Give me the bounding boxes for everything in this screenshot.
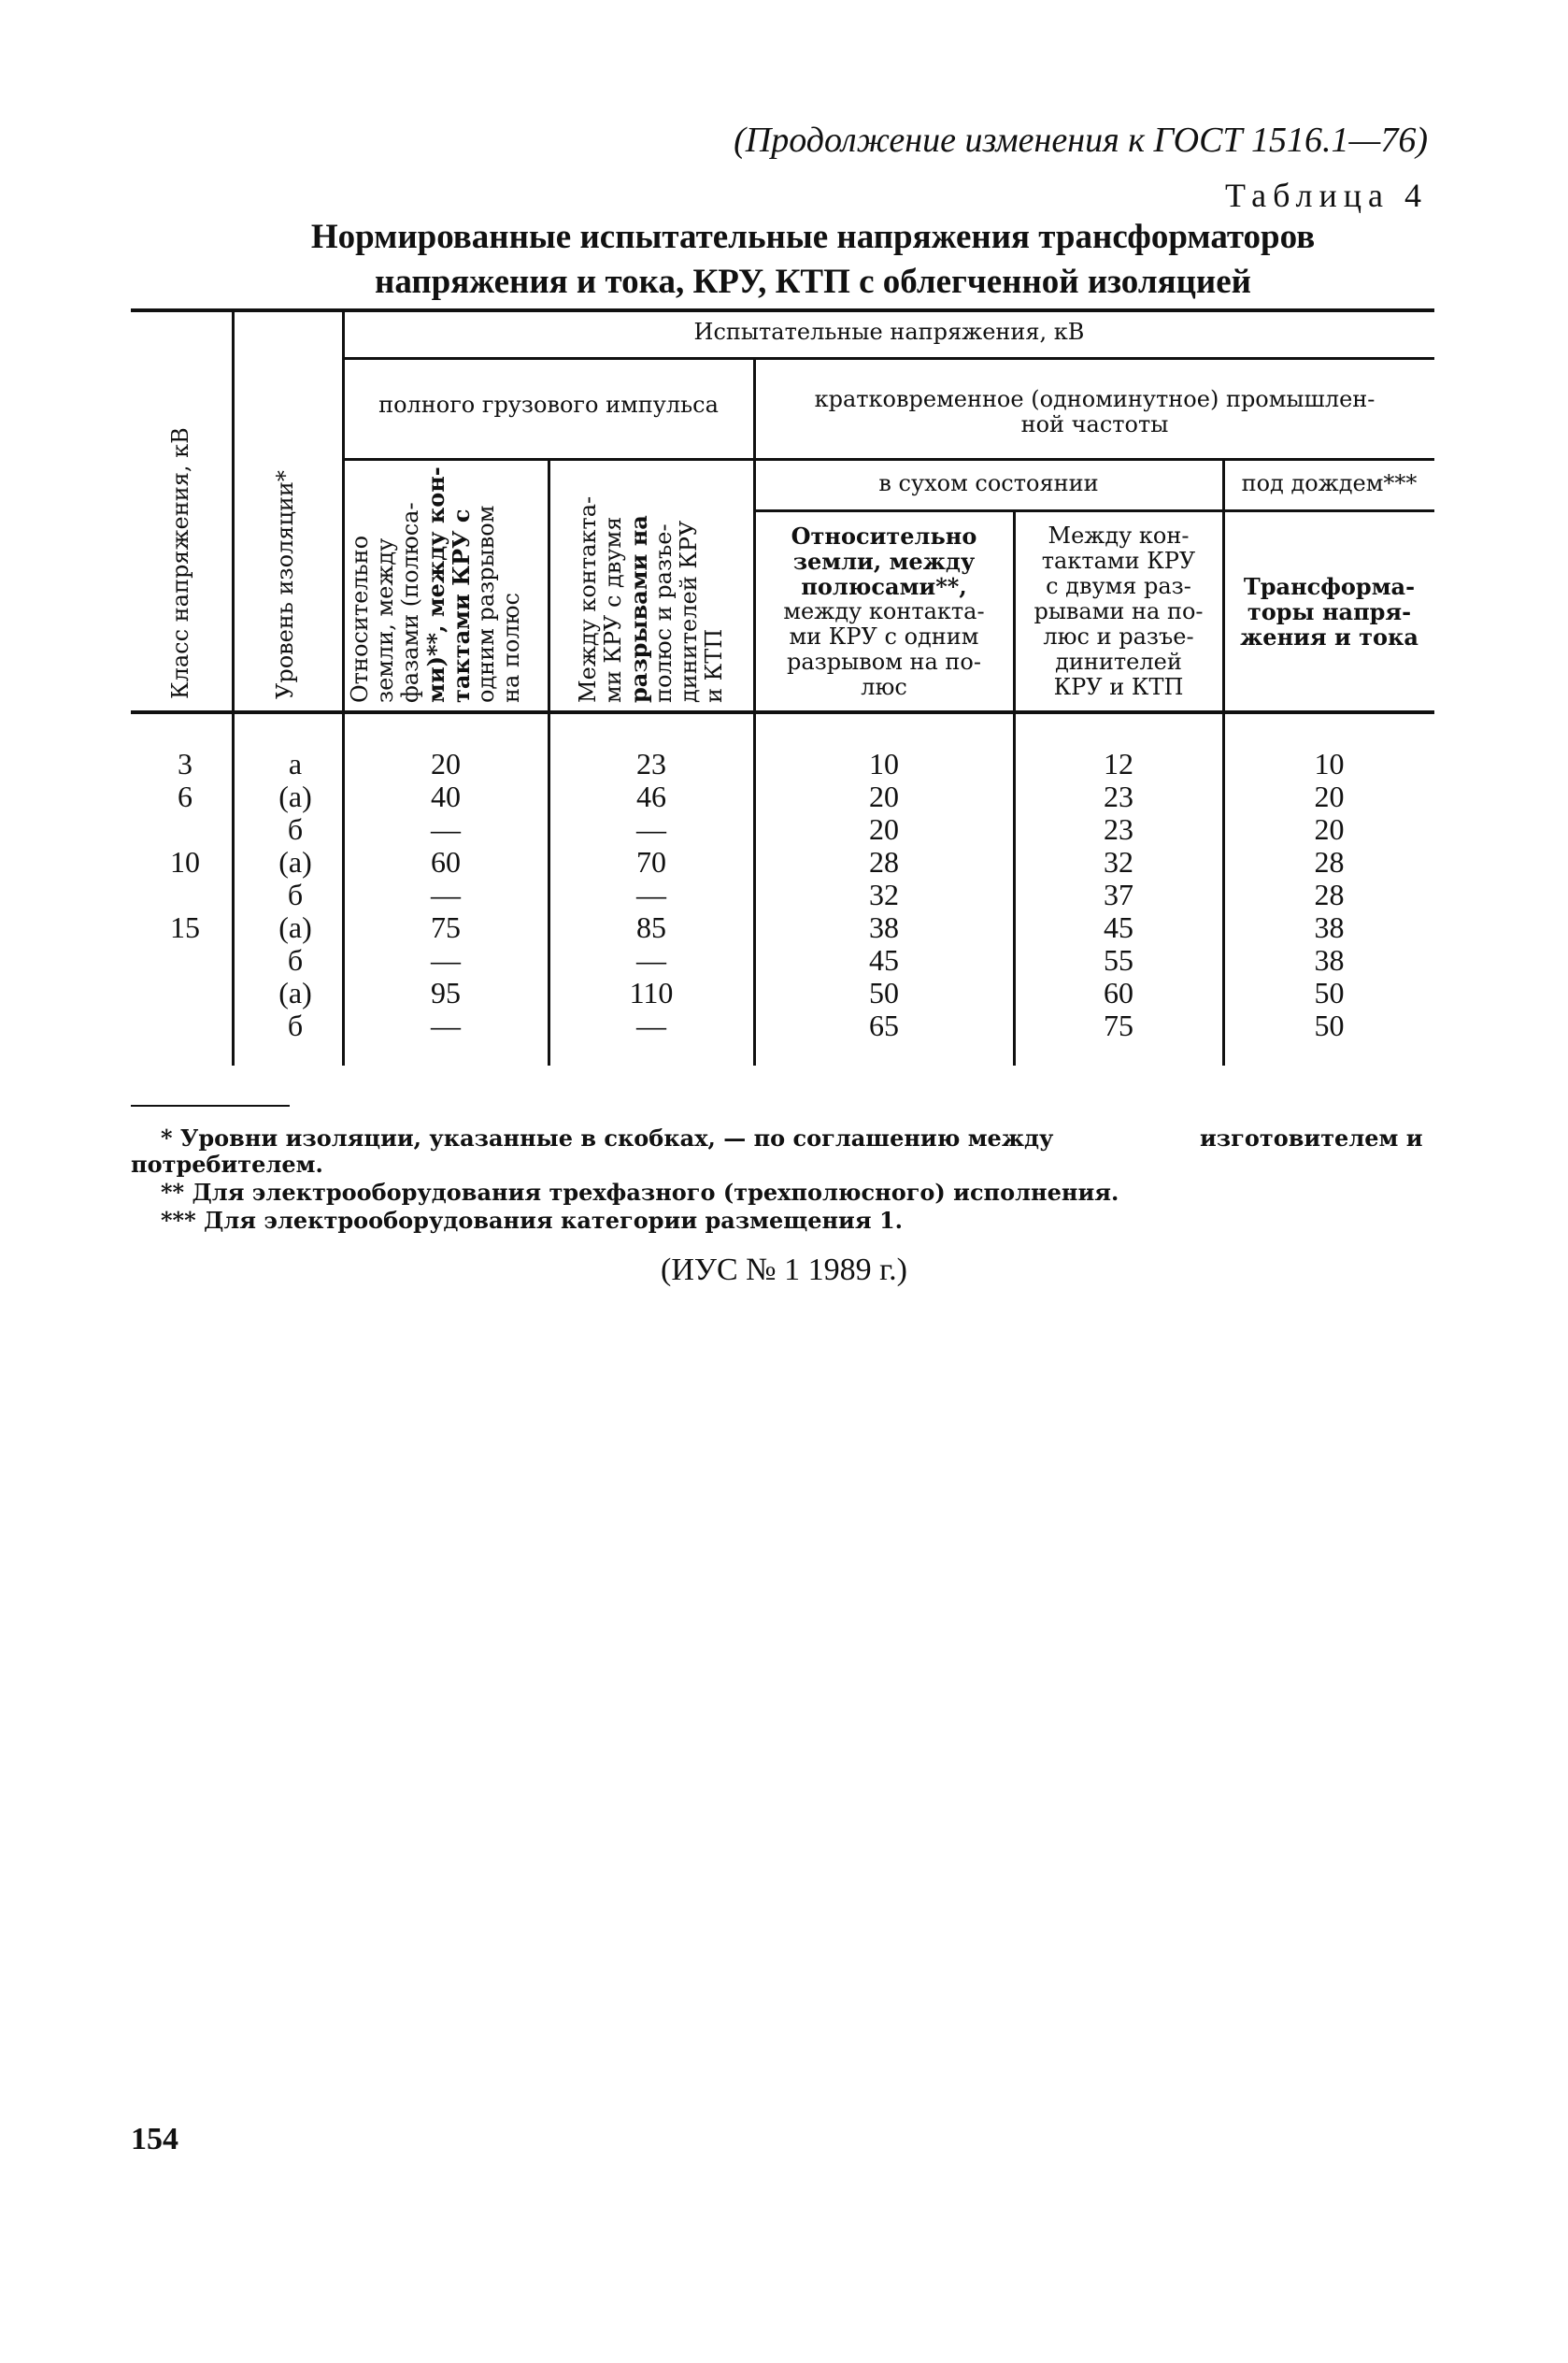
ius-reference: (ИУС № 1 1989 г.) (661, 1253, 907, 1287)
column-dry-breaks: 12 23 23 32 37 45 55 60 75 (1104, 747, 1133, 1042)
rule-under-dry (755, 509, 1434, 512)
header-voltage-class: Класс напряжения, кВ (167, 427, 193, 699)
header-impulse-group: полного грузового импульса (378, 392, 719, 418)
header-rain-transformers: Трансформа- торы напря- жения и тока (1240, 573, 1418, 651)
header-bottom-rule (131, 710, 1434, 714)
column-dry-ground: 10 20 20 28 32 38 45 50 65 (869, 747, 899, 1042)
header-impulse-ground: Относительно земли, между фазами (полюса- ми)**, между кон- тактами КРУ с одним разрывом на полюс (347, 466, 524, 703)
page-number: 154 (131, 2122, 178, 2156)
column-impulse-ground: 20 40 — 60 — 75 — 95 — (431, 747, 461, 1042)
header-dry-state: в сухом состоянии (878, 470, 1099, 496)
column-insulation-level: а (а) б (а) б (а) б (а) б (278, 747, 312, 1042)
footnote-3: *** Для электрооборудования категории размещения 1. (161, 1207, 903, 1234)
header-dry-ground: Относительно земли, между полюсами**, между контакта- ми КРУ с одним разрывом на по- люс (783, 523, 985, 700)
header-dry-breaks: Между кон- тактами КРУ с двумя раз- рывами на по- люс и разъе- динителей КРУ и КТП (1033, 523, 1204, 700)
table-label: Таблица 4 (1225, 177, 1428, 214)
column-impulse-breaks: 23 46 — 70 — 85 — 110 — (629, 747, 674, 1042)
header-test-voltages: Испытательные напряжения, кВ (693, 319, 1085, 345)
footnote-1-end: изготовителем и (1200, 1124, 1423, 1152)
footnote-1: * Уровни изоляции, указанные в скобках, — по соглашению между (161, 1124, 1054, 1152)
rule-under-test (344, 357, 1434, 360)
table-title-line1: Нормированные испытательные напряжения трансформаторов (310, 218, 1316, 256)
vrule-level (342, 312, 345, 710)
vrule-class (232, 312, 235, 710)
header-power-group: кратковременное (одноминутное) промышлен- ной частоты (814, 386, 1376, 437)
footnote-2: ** Для электрооборудования трехфазного (трехполюсного) исполнения. (161, 1179, 1119, 1206)
column-voltage-class: 3 6 10 15 (170, 747, 200, 944)
header-insulation-level: Уровень изоляции* (272, 470, 298, 699)
column-rain: 10 20 20 28 28 38 38 50 50 (1314, 747, 1345, 1042)
header-impulse-breaks: Между контакта- ми КРУ с двумя разрывами на полюс и разъе- динителей КРУ и КТП (575, 495, 727, 703)
vrule-body-class (232, 714, 235, 1066)
vrule-impulse-mid (548, 460, 550, 710)
footnote-1-cont: потребителем. (131, 1151, 323, 1178)
table-title-line2: напряжения и тока, КРУ, КТП с облегченной изоляцией (375, 263, 1251, 301)
footnote-rule (131, 1105, 290, 1107)
continuation-note: (Продолжение изменения к ГОСТ 1516.1—76) (734, 121, 1428, 160)
table-top-rule (131, 308, 1434, 312)
header-rain: под дождем*** (1241, 470, 1418, 496)
rule-under-groups (344, 458, 1434, 461)
